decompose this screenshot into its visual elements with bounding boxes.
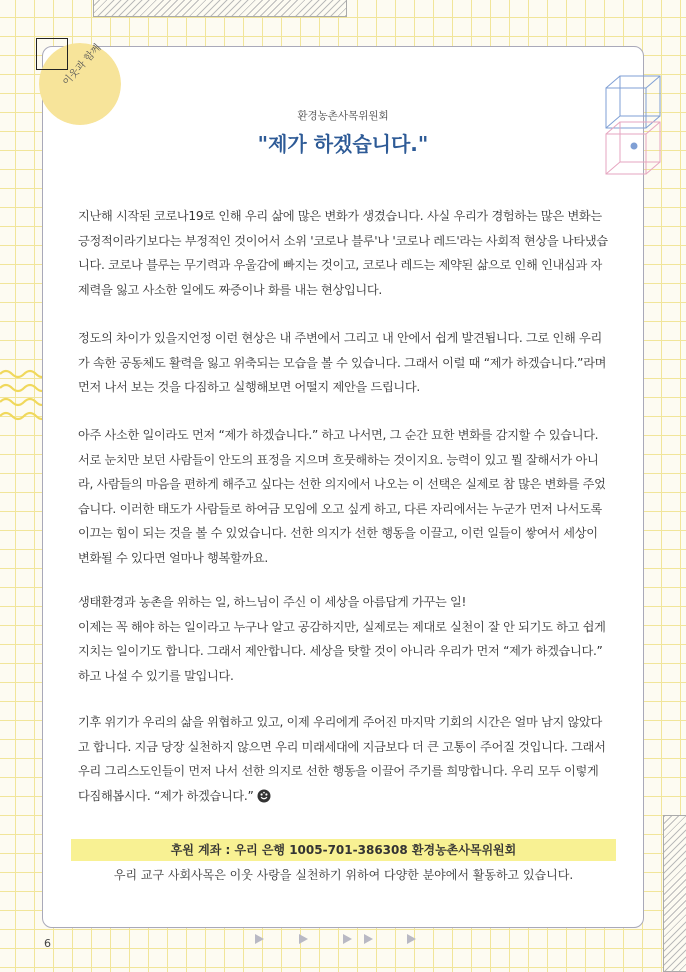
paragraph-4 xyxy=(78,590,610,688)
paragraph-6 xyxy=(78,710,610,808)
paragraph-5-text: 이제는 꼭 해야 하는 일이라고 누구나 알고 공감하지만, 실제로는 제대로 실천이 잘 안 되기도 하고 쉽게 지치는 일이기도 합니다. 그래서 제안합니다. 세상을 탓할 것이 아니라 우리가 먼저 “제가 하겠습니다.” 하고 나설 수 있기를 말입니다. xyxy=(78,619,606,683)
tab-label: 이웃과 함께 xyxy=(60,42,104,89)
activity-note: 우리 교구 사회사목은 이웃 사랑을 실천하기 위하여 다양한 분야에서 활동하고 있습니다. xyxy=(113,868,574,882)
smile-icon xyxy=(257,789,271,803)
side-hatch-decoration xyxy=(663,815,686,972)
paragraph-1 xyxy=(78,204,610,302)
paragraph-3-text: 아주 사소한 일이라도 먼저 “제가 하겠습니다.” 하고 나서면, 그 순간 묘한 변화를 감지할 수 있습니다. 서로 눈치만 보던 사람들이 안도의 표정을 지으며 흐뭇해하는 것이지요. 능력이 있고 뭘 잘해서가 아니라, 사람들의 마음을 편하게 해주고 싶다는 선한 의지에서 나오는 이 선택은 실제로 참 많은 변화를 주었습니다. 이러한 태도가 사람들로 하여금 모임에 오고 싶게 하고, 다른 자리에서는 누군가 먼저 나서도록 이끄는 힘이 되는 것을 볼 수 있었습니다. 선한 의지가 선한 행동을 이끌고, 이런 일들이 쌓여서 세상이 변화될 수 있다면 얼마나 행복할까요. xyxy=(78,428,606,565)
arrow-decoration xyxy=(0,932,686,946)
paragraph-2-text: 정도의 차이가 있을지언정 이런 현상은 내 주변에서 그리고 내 안에서 쉽게 발견됩니다. 그로 인해 우리가 속한 공동체도 활력을 잃고 위축되는 모습을 볼 수 있습니다. 그래서 이럴 때 “제가 하겠습니다.”라며 먼저 나서 보는 것을 다짐하고 실행해보면 어떨지 제안을 드립니다. xyxy=(78,331,607,394)
arrow-icon xyxy=(407,934,416,944)
page-title: "제가 하겠습니다." xyxy=(257,132,429,156)
organization-name: 환경농촌사목위원회 xyxy=(297,110,389,122)
arrow-icon xyxy=(299,934,308,944)
arrow-icon xyxy=(255,934,264,944)
paragraph-2 xyxy=(78,326,610,400)
paragraph-1-text: 지난해 시작된 코로나19로 인해 우리 삶에 많은 변화가 생겼습니다. 사실 우리가 경험하는 많은 변화는 긍정적이라기보다는 부정적인 것이어서 소위 '코로나 블루'나 '코로나 레드'라는 사회적 현상을 나타냈습니다. 코로나 블루는 무기력과 우울감에 빠지는 것이고, 코로나 레드는 제약된 삶으로 인해 인내심과 자제력을 잃고 사소한 일에도 짜증이나 화를 내는 현상입니다. xyxy=(78,209,608,297)
paragraph-4-text: 생태환경과 농촌을 위하는 일, 하느님이 주신 이 세상을 아름답게 가꾸는 일! xyxy=(78,595,467,609)
arrow-icon xyxy=(343,934,352,944)
page-number: 6 xyxy=(44,937,51,950)
paragraph-3 xyxy=(78,423,610,570)
cube-icon xyxy=(602,72,664,178)
donation-account: 후원 계좌 : 우리 은행 1005-701-386308 환경농촌사목위원회 xyxy=(170,843,517,857)
paragraph-6-text: 기후 위기가 우리의 삶을 위협하고 있고, 이제 우리에게 주어진 마지막 기회의 시간은 얼마 남지 않았다고 합니다. 지금 당장 실천하지 않으면 우리 미래세대에 지금보다 더 큰 고통이 주어질 것입니다. 그래서 우리 그리스도인들이 먼저 나서 선한 의지로 선한 행동을 이끌어 주기를 희망합니다. 우리 모두 이렇게 다짐해봅시다. “제가 하겠습니다.” xyxy=(78,715,606,803)
paragraph-6-wrap xyxy=(78,710,610,808)
corner-square xyxy=(36,38,68,70)
top-hatch-decoration xyxy=(93,0,347,17)
arrow-icon xyxy=(364,934,373,944)
